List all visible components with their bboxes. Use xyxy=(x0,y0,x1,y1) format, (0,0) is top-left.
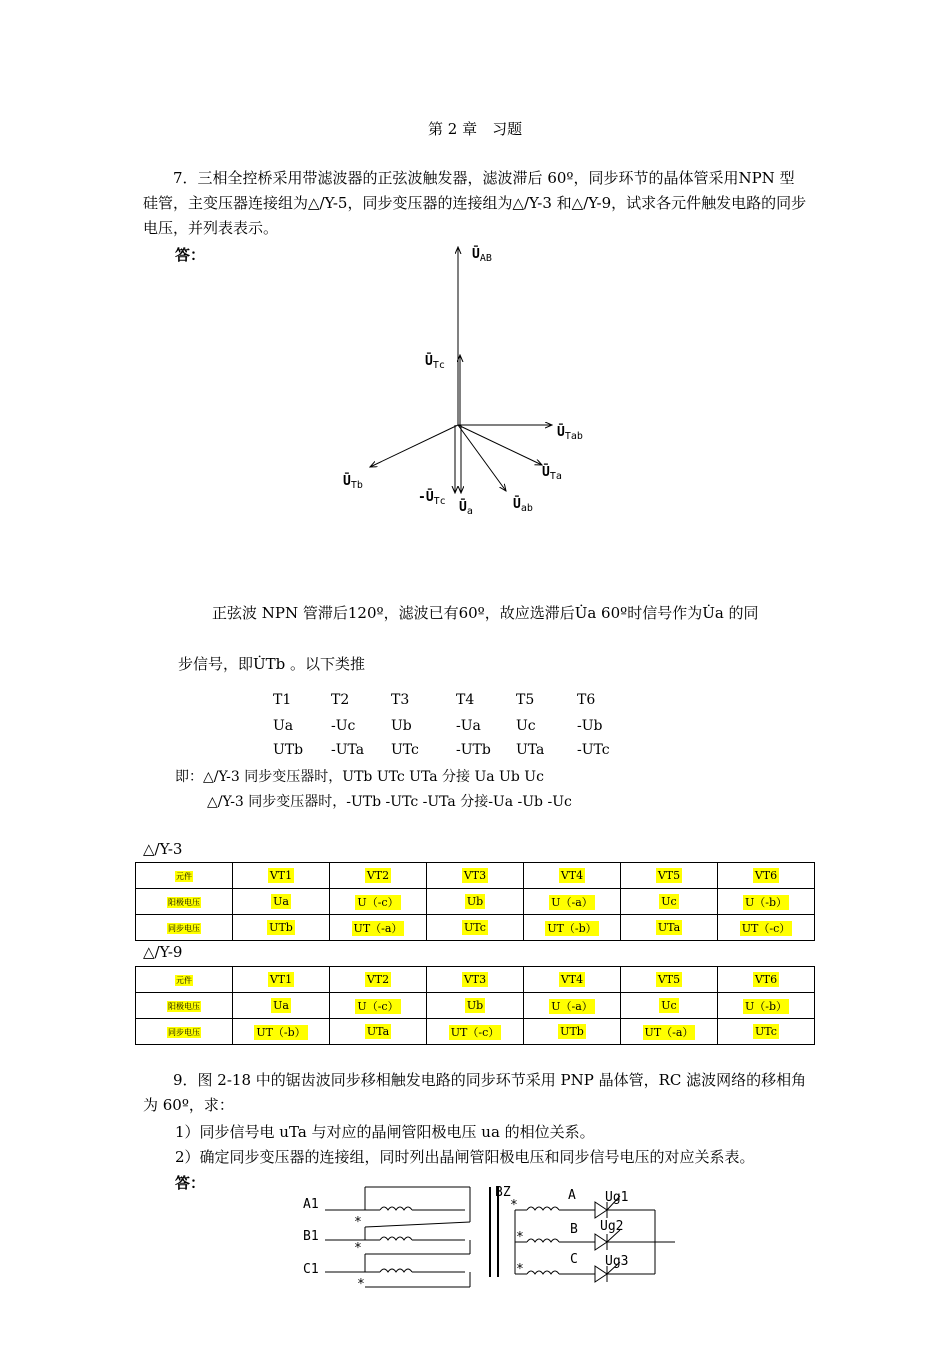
table-cell: 同步电压 xyxy=(136,1019,233,1045)
star-3: * xyxy=(357,1277,365,1292)
star-2: * xyxy=(354,1241,362,1256)
label-ug2: Ug2 xyxy=(600,1219,624,1234)
table-cell: VT6 xyxy=(718,967,815,993)
label-a: A xyxy=(568,1188,576,1203)
table-cell: U（-a） xyxy=(524,993,621,1019)
table-cell: U（-b） xyxy=(718,993,815,1019)
table-cell: 元件 xyxy=(136,967,233,993)
seq-sync-cell: -UTc xyxy=(577,742,610,758)
table-cell: Ua xyxy=(233,993,330,1019)
table-cell: 阳极电压 xyxy=(136,889,233,915)
q7-text: 7．三相全控桥采用带滤波器的正弦波触发器，滤波滞后 60º，同步环节的晶体管采用NPN 型硅管，主变压器连接组为△/Y-5，同步变压器的连接组为△/Y-3 和△/Y-9，试求各元件触发电路的同步电压，并列表表示。 xyxy=(143,169,807,237)
table-cell: UTb xyxy=(233,915,330,941)
phasor-uta xyxy=(458,425,542,465)
q9-item2: 2）确定同步变压器的连接组，同时列出晶闸管阳极电压和同步信号电压的对应关系表。 xyxy=(175,1148,755,1166)
table-cell: VT3 xyxy=(427,863,524,889)
table-row xyxy=(136,993,815,1019)
seq-anode-cell: Uc xyxy=(516,718,536,734)
table-row xyxy=(136,889,815,915)
q7-answer-label: 答： xyxy=(175,246,206,264)
table-cell: VT6 xyxy=(718,863,815,889)
conclusion-1: 即：△/Y-3 同步变压器时，UTb UTc UTa 分接 Ua Ub Uc xyxy=(175,769,544,785)
q9-text: 9．图 2-18 中的锯齿波同步移相触发电路的同步环节采用 PNP 晶体管，RC 滤波网络的移相角为 60º，求： xyxy=(143,1071,807,1114)
label-ug1: Ug1 xyxy=(605,1190,629,1205)
label-a1: A1 xyxy=(303,1197,319,1212)
table-cell: UT（-c） xyxy=(718,915,815,941)
seq-sync-cell: UTb xyxy=(273,742,304,758)
seq-anode-cell: Ub xyxy=(391,718,412,734)
label-utc: $Ū_{Tc}$ xyxy=(425,354,445,371)
table1-caption: △/Y-3 xyxy=(143,840,183,858)
table-cell: UT（-b） xyxy=(524,915,621,941)
table-cell: VT3 xyxy=(427,967,524,993)
seq-sync-cell: UTc xyxy=(391,742,419,758)
table-cell: 同步电压 xyxy=(136,915,233,941)
table-row xyxy=(136,1019,815,1045)
seq-anode-cell: -Uc xyxy=(331,718,356,734)
table-dy9 xyxy=(135,966,815,1045)
table-cell: UT（-b） xyxy=(233,1019,330,1045)
label-bz: BZ xyxy=(495,1185,511,1200)
label-neg-utc: $-Ū_{Tc}$ xyxy=(418,490,446,507)
table-cell: UT（-a） xyxy=(621,1019,718,1045)
seq-header-cell: T2 xyxy=(331,692,350,708)
q9-item1: 1）同步信号电 uTa 与对应的晶闸管阳极电压 ua 的相位关系。 xyxy=(175,1123,595,1141)
seq-sync-cell: -UTa xyxy=(331,742,365,758)
seq-anode-cell: -Ua xyxy=(456,718,481,734)
table-row xyxy=(136,915,815,941)
seq-sync-cell: -UTb xyxy=(456,742,491,758)
seq-anode-cell: Ua xyxy=(273,718,294,734)
table-cell: UTc xyxy=(427,915,524,941)
seq-sync-cell: UTa xyxy=(516,742,545,758)
table-cell: VT5 xyxy=(621,863,718,889)
explain-line1: 正弦波 NPN 管滞后120º，滤波已有60º，故应选滞后U̇a 60º时信号作为U̇a 的同 xyxy=(212,604,759,622)
seq-anode-cell: -Ub xyxy=(577,718,603,734)
table-cell: VT1 xyxy=(233,863,330,889)
table-cell: U（-c） xyxy=(330,993,427,1019)
seq-header-cell: T1 xyxy=(273,692,292,708)
q9-answer-label: 答： xyxy=(175,1174,206,1192)
table-dy3 xyxy=(135,862,815,941)
conclusion-2: △/Y-3 同步变压器时，-UTb -UTc -UTa 分接-Ua -Ub -Uc xyxy=(207,794,572,810)
star-1: * xyxy=(354,1215,362,1230)
label-ulab: $Ū_{ab}$ xyxy=(513,497,533,514)
table-cell: VT5 xyxy=(621,967,718,993)
table-cell: UT（-a） xyxy=(330,915,427,941)
table-cell: UTc xyxy=(718,1019,815,1045)
seq-header-cell: T3 xyxy=(391,692,410,708)
label-c1: C1 xyxy=(303,1262,319,1277)
label-utab: $Ū_{Tab}$ xyxy=(557,425,583,442)
table-cell: VT4 xyxy=(524,967,621,993)
table-cell: 元件 xyxy=(136,863,233,889)
table-cell: UTa xyxy=(621,915,718,941)
table-cell: VT2 xyxy=(330,967,427,993)
label-c: C xyxy=(570,1252,578,1267)
star-4: * xyxy=(510,1198,518,1213)
table-cell: UTb xyxy=(524,1019,621,1045)
phasor-ulab xyxy=(458,425,506,491)
label-ua: $Ū_a$ xyxy=(459,500,473,517)
table-cell: Uc xyxy=(621,993,718,1019)
page-title: 第 2 章 习题 xyxy=(428,120,523,138)
label-uta: $Ū_{Ta}$ xyxy=(542,465,562,482)
table-cell: U（-b） xyxy=(718,889,815,915)
phasor-diagram xyxy=(330,235,610,535)
table-cell: VT4 xyxy=(524,863,621,889)
table-cell: UTa xyxy=(330,1019,427,1045)
table-cell: VT2 xyxy=(330,863,427,889)
seq-header-cell: T6 xyxy=(577,692,596,708)
label-uab: $Ū_{AB}$ xyxy=(472,247,492,264)
label-b1: B1 xyxy=(303,1229,319,1244)
phasor-utb xyxy=(370,425,458,467)
label-utb: $Ū_{Tb}$ xyxy=(343,474,363,491)
table-cell: VT1 xyxy=(233,967,330,993)
table-row xyxy=(136,863,815,889)
table-cell: Uc xyxy=(621,889,718,915)
table-cell: UT（-c） xyxy=(427,1019,524,1045)
label-b: B xyxy=(570,1222,578,1237)
table2-caption: △/Y-9 xyxy=(143,943,183,961)
table-cell: U（-c） xyxy=(330,889,427,915)
label-ug3: Ug3 xyxy=(605,1254,629,1269)
table-row xyxy=(136,967,815,993)
star-5: * xyxy=(516,1230,524,1245)
seq-header-cell: T5 xyxy=(516,692,535,708)
table-cell: Ub xyxy=(427,993,524,1019)
seq-header-cell: T4 xyxy=(456,692,475,708)
table-cell: U（-a） xyxy=(524,889,621,915)
table-cell: 阳极电压 xyxy=(136,993,233,1019)
table-cell: Ub xyxy=(427,889,524,915)
explain-line2: 步信号，即U̇Tb 。以下类推 xyxy=(178,655,366,673)
star-6: * xyxy=(516,1262,524,1277)
table-cell: Ua xyxy=(233,889,330,915)
